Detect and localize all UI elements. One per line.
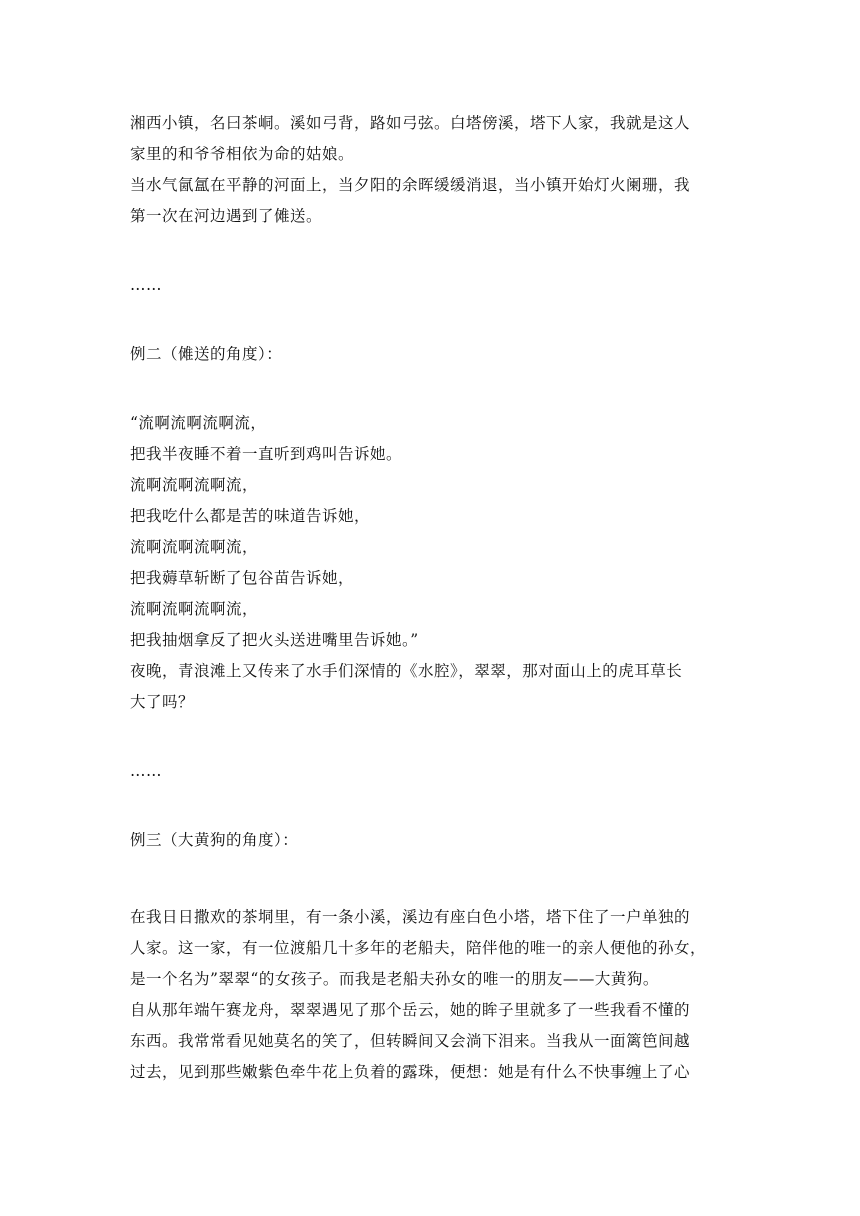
document-page: [130, 108, 740, 1088]
ellipsis: ……: [130, 762, 162, 780]
example-heading: 例三（大黄狗的角度）：: [130, 831, 299, 849]
spacer: [130, 370, 740, 408]
paragraph-line: 在我日日撒欢的茶垌里，有一条小溪，溪边有座白色小塔，塔下住了一户单独的: [130, 908, 691, 926]
spacer: [130, 718, 740, 756]
paragraph-line: 自从那年端午赛龙舟，翠翠遇见了那个岳云，她的眸子里就多了一些我看不懂的: [130, 1001, 691, 1019]
paragraph-line: 人家。这一家，有一位渡船几十多年的老船夫，陪伴他的唯一的亲人便他的孙女，: [130, 939, 707, 957]
paragraph-line: 第一次在河边遇到了傩送。: [130, 207, 323, 225]
example-heading: 例二（傩送的角度）：: [130, 345, 283, 363]
spacer: [130, 787, 740, 825]
song-line: 把我吃什么都是苦的味道告诉她，: [130, 507, 371, 525]
paragraph-line: 夜晚，青浪滩上又传来了水手们深情的《水腔》，翠翠，那对面山上的虎耳草长: [130, 662, 683, 680]
song-line: 把我薅草斩断了包谷苗告诉她，: [130, 569, 355, 587]
paragraph-line: 过去，见到那些嫩紫色牵牛花上负着的露珠，便想：她是有什么不快事缠上了心: [130, 1063, 691, 1081]
paragraph-line: 当水气氤氲在平静的河面上，当夕阳的余晖缓缓消退，当小镇开始灯火阑珊，我: [130, 176, 691, 194]
song-line: 流啊流啊流啊流，: [130, 600, 259, 618]
paragraph-line: 湘西小镇，名曰茶峒。溪如弓背，路如弓弦。白塔傍溪，塔下人家，我就是这人: [130, 114, 691, 132]
spacer: [130, 301, 740, 339]
ellipsis: ……: [130, 276, 162, 294]
paragraph-line: 家里的和爷爷相依为命的姑娘。: [130, 145, 355, 163]
paragraph-line: 大了吗？: [130, 693, 195, 711]
song-line: 把我半夜睡不着一直听到鸡叫告诉她。: [130, 445, 403, 463]
song-line: 流啊流啊流啊流，: [130, 476, 259, 494]
song-line: 流啊流啊流啊流，: [130, 538, 259, 556]
spacer: [130, 856, 740, 902]
paragraph-line: 是一个名为”翠翠“的女孩子。而我是老船夫孙女的唯一的朋友——大黄狗。: [130, 970, 659, 988]
song-line: “流啊流啊流啊流，: [130, 414, 267, 432]
song-line: 把我抽烟拿反了把火头送进嘴里告诉她。”: [130, 631, 419, 649]
paragraph-line: 东西。我常常看见她莫名的笑了，但转瞬间又会淌下泪来。当我从一面篱笆间越: [130, 1032, 691, 1050]
spacer: [130, 232, 740, 270]
